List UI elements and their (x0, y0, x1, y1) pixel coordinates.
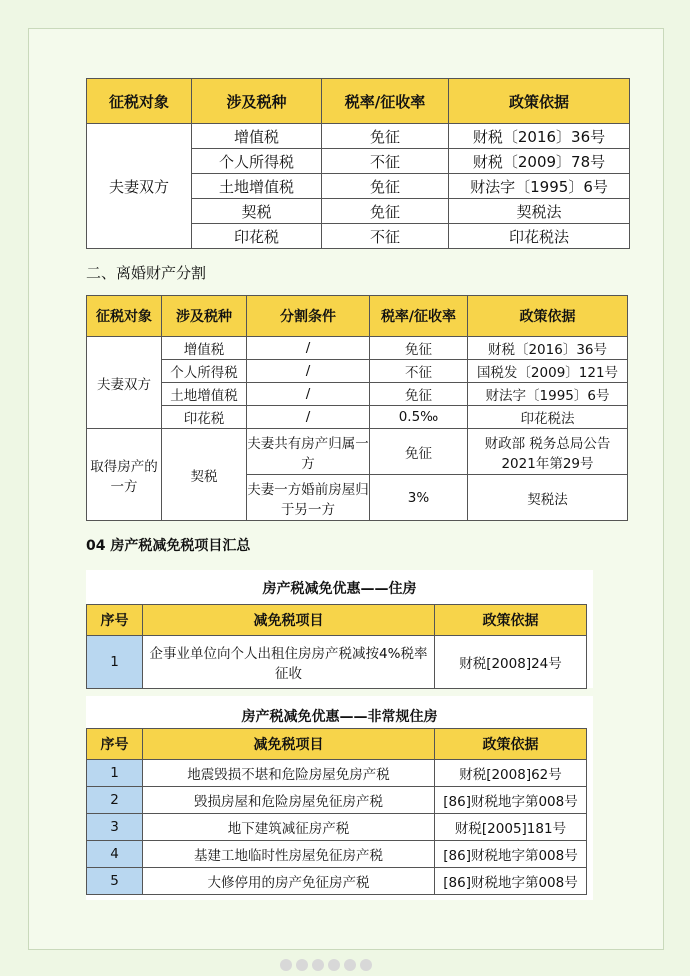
cond-cell: 夫妻共有房产归属一方 (247, 429, 370, 475)
nonstandard-relief-table (86, 728, 587, 895)
cond-cell: / (247, 360, 370, 383)
item-cell: 地下建筑减征房产税 (143, 814, 435, 841)
section-title-divorce: 二、离婚财产分割 (86, 264, 207, 282)
rate-cell: 不征 (322, 149, 449, 174)
header-cell: 涉及税种 (162, 296, 247, 337)
rate-cell: 免征 (370, 429, 468, 475)
nonstandard-housing-relief-panel (86, 696, 593, 900)
section-title-property-tax: 04 房产税减免税项目汇总 (86, 538, 251, 554)
basis-cell: 财税〔2009〕78号 (449, 149, 630, 174)
basis-cell: 国税发〔2009〕121号 (468, 360, 628, 383)
cond-cell: / (247, 337, 370, 360)
tax-cell: 印花税 (162, 406, 247, 429)
rate-cell: 免征 (322, 199, 449, 224)
basis-cell: 契税法 (468, 475, 628, 521)
dot-icon (280, 959, 292, 971)
header-cell: 分割条件 (247, 296, 370, 337)
cond-cell: / (247, 406, 370, 429)
table-row (87, 868, 587, 895)
number-cell: 1 (87, 760, 143, 787)
number-cell: 4 (87, 841, 143, 868)
basis-cell: 财税〔2016〕36号 (468, 337, 628, 360)
cond-cell: / (247, 383, 370, 406)
basis-cell: 财政部 税务总局公告2021年第29号 (468, 429, 628, 475)
tax-cell: 个人所得税 (192, 149, 322, 174)
rate-cell: 免征 (322, 124, 449, 149)
spouse-tax-table (86, 78, 630, 249)
cond-cell: 夫妻一方婚前房屋归于另一方 (247, 475, 370, 521)
basis-cell: 财法字〔1995〕6号 (449, 174, 630, 199)
tax-cell: 印花税 (192, 224, 322, 249)
number-cell: 1 (87, 636, 143, 689)
table-row (87, 760, 587, 787)
item-cell: 基建工地临时性房屋免征房产税 (143, 841, 435, 868)
item-cell: 企事业单位向个人出租住房房产税减按4%税率征收 (143, 636, 435, 689)
table-row (87, 337, 628, 360)
basis-cell: 印花税法 (449, 224, 630, 249)
header-cell: 减免税项目 (143, 729, 435, 760)
tax-cell: 土地增值税 (162, 383, 247, 406)
dot-icon (360, 959, 372, 971)
table-header-row (87, 605, 587, 636)
subject-cell: 夫妻双方 (87, 124, 192, 249)
number-cell: 5 (87, 868, 143, 895)
table-row (87, 636, 587, 689)
header-cell: 政策依据 (449, 79, 630, 124)
basis-cell: 契税法 (449, 199, 630, 224)
subject-cell: 夫妻双方 (87, 337, 162, 429)
tax-cell: 契税 (192, 199, 322, 224)
tax-cell: 土地增值税 (192, 174, 322, 199)
number-cell: 3 (87, 814, 143, 841)
header-cell: 序号 (87, 605, 143, 636)
table-row (87, 360, 628, 383)
table-row (87, 429, 628, 475)
header-cell: 税率/征收率 (370, 296, 468, 337)
footer-watermark (280, 956, 410, 970)
number-cell: 2 (87, 787, 143, 814)
header-cell: 政策依据 (435, 605, 587, 636)
header-cell: 序号 (87, 729, 143, 760)
housing-relief-table (86, 604, 587, 689)
basis-cell: 印花税法 (468, 406, 628, 429)
tax-cell: 增值税 (192, 124, 322, 149)
rate-cell: 免征 (370, 337, 468, 360)
header-cell: 涉及税种 (192, 79, 322, 124)
basis-cell: [86]财税地字第008号 (435, 841, 587, 868)
tax-cell: 契税 (162, 429, 247, 521)
table-row (87, 787, 587, 814)
rate-cell: 不征 (370, 360, 468, 383)
dot-icon (328, 959, 340, 971)
header-cell: 政策依据 (435, 729, 587, 760)
basis-cell: [86]财税地字第008号 (435, 787, 587, 814)
table-row (87, 406, 628, 429)
table-row (87, 383, 628, 406)
table-header-row (87, 296, 628, 337)
table-row (87, 841, 587, 868)
header-cell: 征税对象 (87, 296, 162, 337)
header-cell: 税率/征收率 (322, 79, 449, 124)
dot-icon (296, 959, 308, 971)
basis-cell: 财税[2008]62号 (435, 760, 587, 787)
dot-icon (312, 959, 324, 971)
panel-title: 房产税减免优惠——非常规住房 (241, 709, 438, 725)
divorce-tax-table (86, 295, 628, 521)
item-cell: 地震毁损不堪和危险房屋免房产税 (143, 760, 435, 787)
panel-title: 房产税减免优惠——住房 (262, 581, 417, 597)
table-row (87, 814, 587, 841)
housing-relief-panel (86, 570, 593, 688)
rate-cell: 0.5‰ (370, 406, 468, 429)
table-row (87, 124, 630, 149)
rate-cell: 不征 (322, 224, 449, 249)
tax-cell: 增值税 (162, 337, 247, 360)
header-cell: 减免税项目 (143, 605, 435, 636)
item-cell: 大修停用的房产免征房产税 (143, 868, 435, 895)
rate-cell: 免征 (370, 383, 468, 406)
dot-icon (344, 959, 356, 971)
header-cell: 政策依据 (468, 296, 628, 337)
table-header-row (87, 729, 587, 760)
basis-cell: 财税[2005]181号 (435, 814, 587, 841)
rate-cell: 3% (370, 475, 468, 521)
table-header-row (87, 79, 630, 124)
rate-cell: 免征 (322, 174, 449, 199)
item-cell: 毁损房屋和危险房屋免征房产税 (143, 787, 435, 814)
subject-cell: 取得房产的一方 (87, 429, 162, 521)
basis-cell: 财法字〔1995〕6号 (468, 383, 628, 406)
tax-cell: 个人所得税 (162, 360, 247, 383)
header-cell: 征税对象 (87, 79, 192, 124)
basis-cell: [86]财税地字第008号 (435, 868, 587, 895)
basis-cell: 财税〔2016〕36号 (449, 124, 630, 149)
basis-cell: 财税[2008]24号 (435, 636, 587, 689)
